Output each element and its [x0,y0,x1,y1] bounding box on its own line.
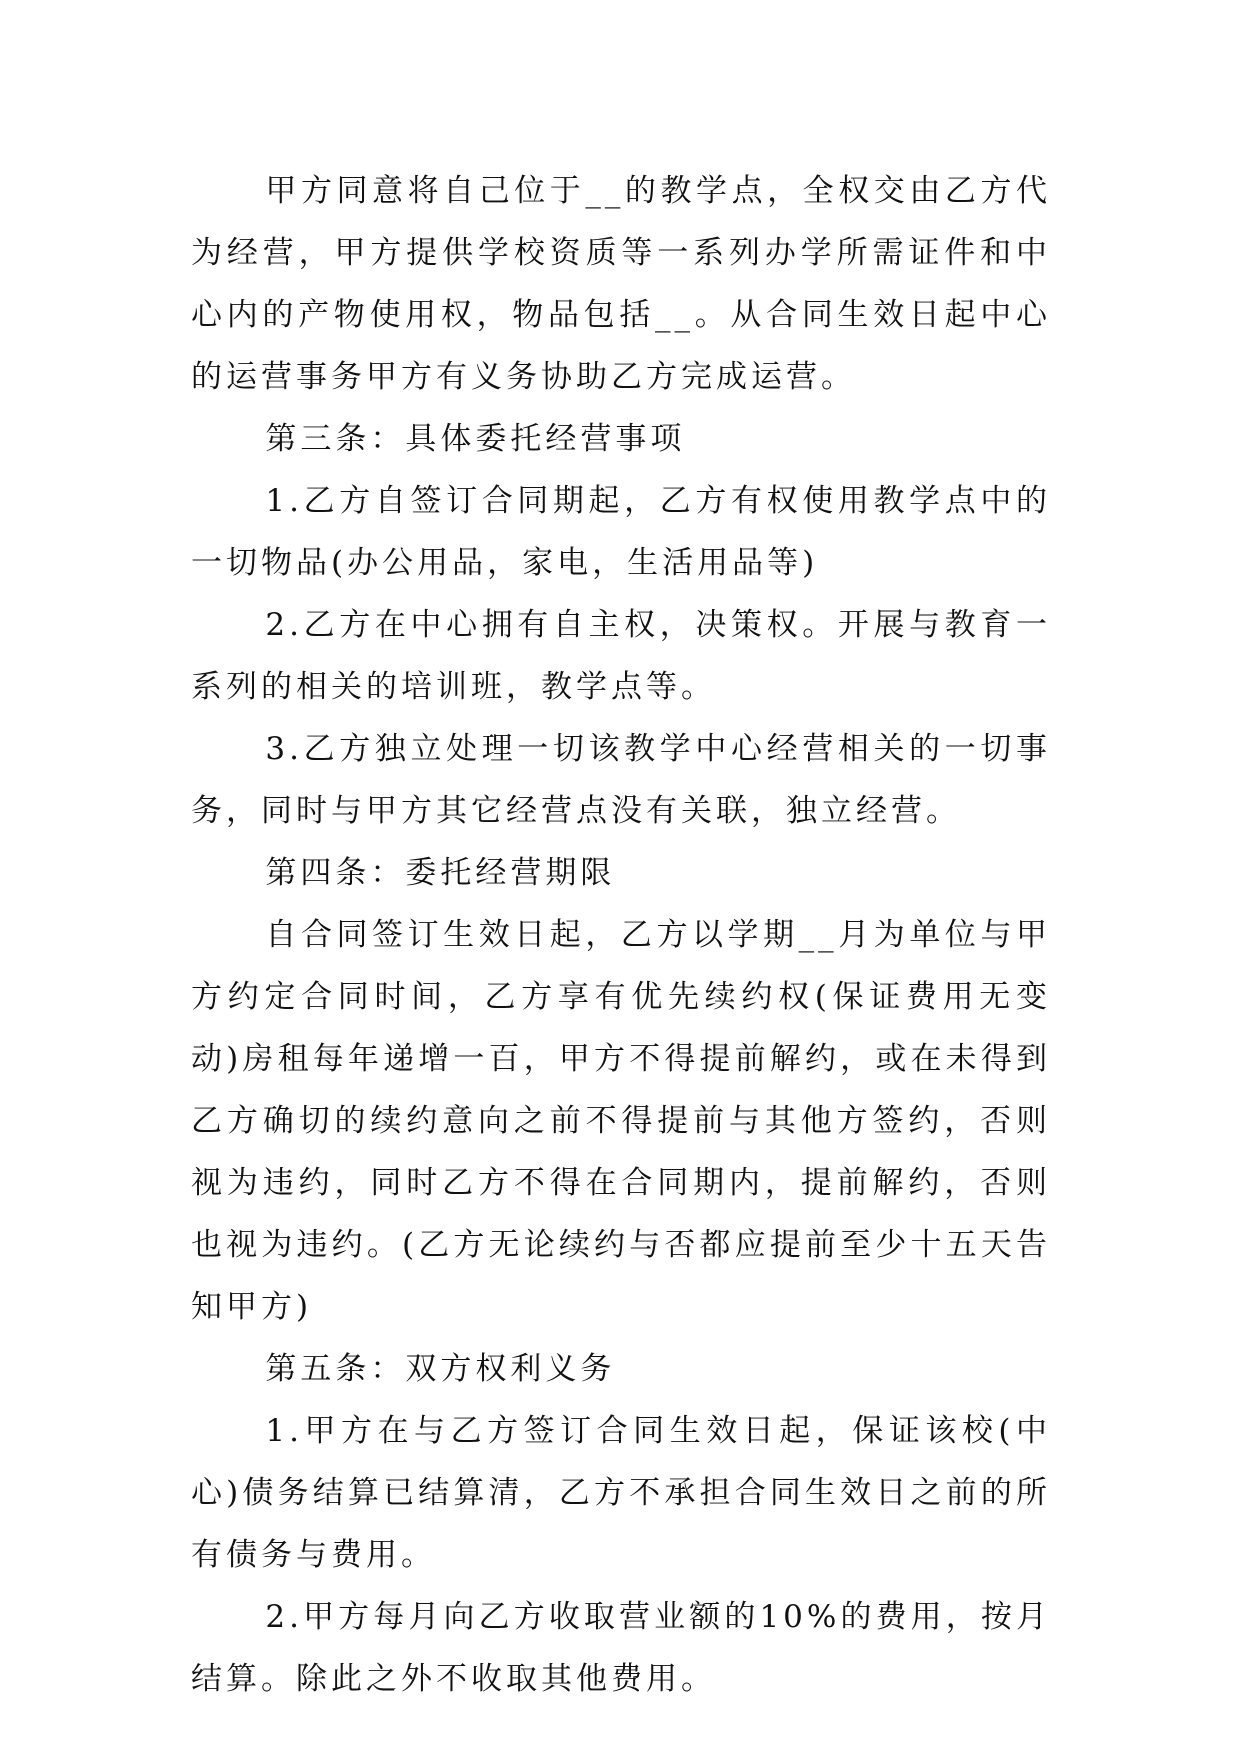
paragraph-article-3-item-3: 3.乙方独立处理一切该教学中心经营相关的一切事务，同时与甲方其它经营点没有关联，独立经营。 [191,731,1051,829]
paragraph-article-5-item-1: 1.甲方在与乙方签订合同生效日起，保证该校(中心)债务结算已结算清，乙方不承担合同生效日之前的所有债务与费用。 [191,1413,1051,1573]
paragraph-article-4-term: 自合同签订生效日起，乙方以学期__月为单位与甲方约定合同时间，乙方享有优先续约权(保证费用无变动)房租每年递增一百，甲方不得提前解约，或在未得到乙方确切的续约意向之前不得提前与其他方签约，否则视为违约，同时乙方不得在合同期内，提前解约，否则也视为违约。(乙方无论续约与否都应提前至少十五天告知甲方) [191,917,1051,1325]
document-body [191,160,1051,1710]
heading-article-3: 第三条：具体委托经营事项 [265,421,686,457]
paragraph-article-3-item-2: 2.乙方在中心拥有自主权，决策权。开展与教育一系列的相关的培训班，教学点等。 [191,607,1051,705]
paragraph-entrustment: 甲方同意将自己位于__的教学点，全权交由乙方代为经营，甲方提供学校资质等一系列办学所需证件和中心内的产物使用权，物品包括__。从合同生效日起中心的运营事务甲方有义务协助乙方完成运营。 [191,173,1051,395]
paragraph-article-5-item-2: 2.甲方每月向乙方收取营业额的10%的费用，按月结算。除此之外不收取其他费用。 [191,1599,1051,1697]
heading-article-4: 第四条：委托经营期限 [265,855,616,891]
heading-article-5: 第五条：双方权利义务 [265,1351,616,1387]
paragraph-article-3-item-1: 1.乙方自签订合同期起，乙方有权使用教学点中的一切物品(办公用品，家电，生活用品等) [191,483,1051,581]
